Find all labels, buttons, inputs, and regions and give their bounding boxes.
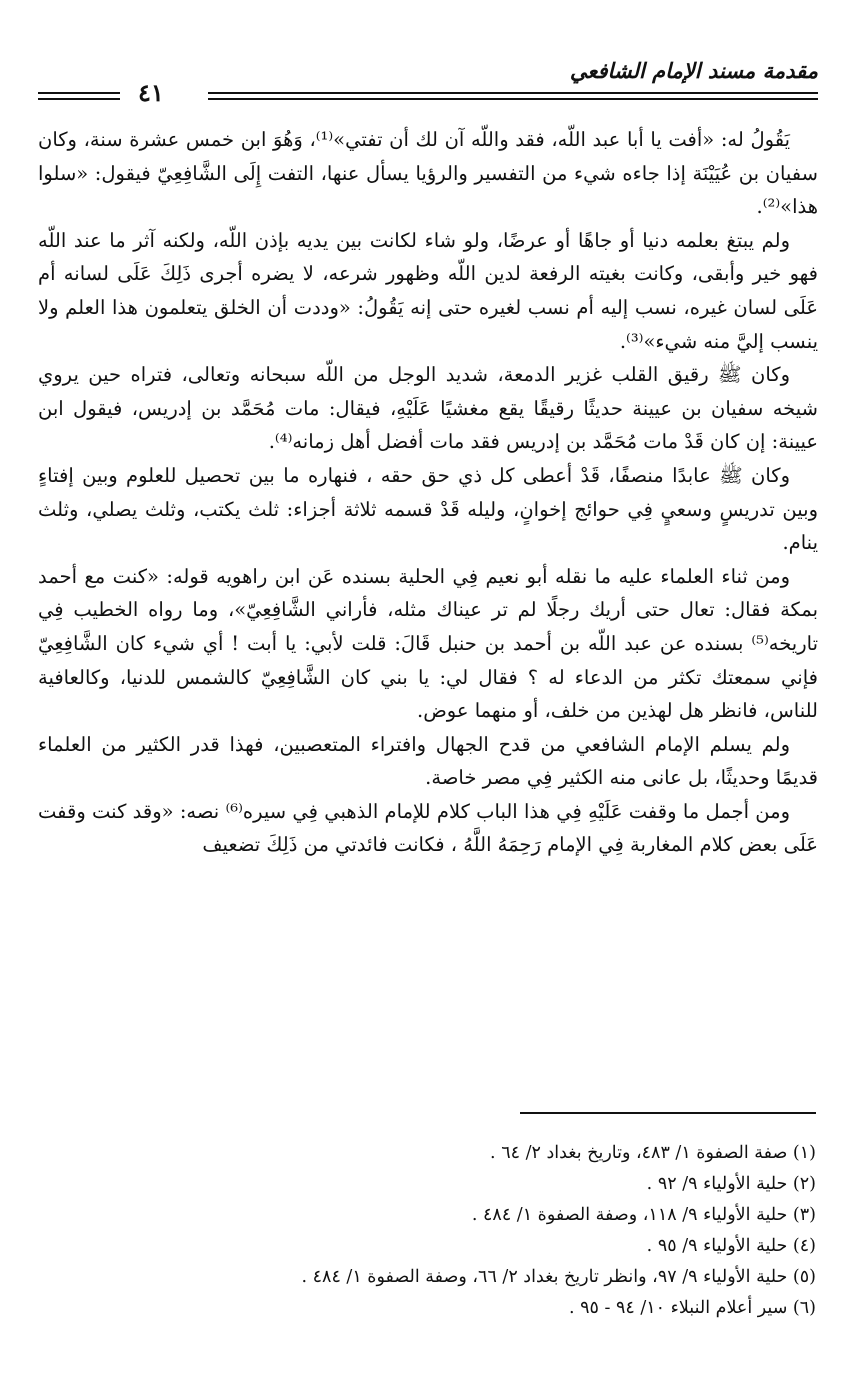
footnote: (٣) حلية الأولياء ٩/ ١١٨، وصفة الصفوة ١/ ٤٨٤ . <box>471 1205 816 1225</box>
paragraph: وكان ﷺ عابدًا منصفًا، قَدْ أعطى كل ذي حق حقه ، فنهاره ما بين تحصيل للعلوم وبين إفتاءٍ وبين تدريسٍ وسعيٍ فِي حوائج إخوانٍ، وليله قَدْ قسمه ثلاثة أجزاء: ثلث يكتب، وثلث يصلي، وثلث ينام. <box>38 463 818 555</box>
paragraph: يَقُولُ له: «أفت يا أبا عبد اللّه، فقد واللّه آن لك أن تفتي»⁽¹⁾، وَهُوَ ابن خمس عشرة سنة، وكان سفيان بن عُيَيْنَة إذا جاءه شيء من التفسير والرؤيا يسأل عنها، التفت إِلَى الشَّافِعِيّ فيقول: «سلوا هذا»⁽²⁾. <box>38 128 818 219</box>
paragraph: ومن أجمل ما وقفت عَلَيْهِ فِي هذا الباب كلام للإمام الذهبي فِي سيره⁽⁶⁾ نصه: «وقد كنت وقفت عَلَى بعض كلام المغاربة فِي الإمام رَحِمَهُ اللَّهُ ، فكانت فائدتي من ذَلِكَ تضعيف <box>38 799 818 857</box>
running-title: مقدمة مسند الإمام الشافعي <box>569 58 818 83</box>
footnote: (٢) حلية الأولياء ٩/ ٩٢ . <box>646 1174 816 1194</box>
page-header <box>38 58 818 106</box>
footnote: (٤) حلية الأولياء ٩/ ٩٥ . <box>646 1236 816 1256</box>
footnote: (٥) حلية الأولياء ٩/ ٩٧، وانظر تاريخ بغداد ٢/ ٦٦، وصفة الصفوة ١/ ٤٨٤ . <box>301 1267 816 1287</box>
paragraph: ولم يبتغ بعلمه دنيا أو جاهًا أو عرضًا، ولو شاء لكانت بين يديه بإذن اللّه، ولكنه آثر ما عند اللّه فهو خير وأبقى، وكانت بغيته الرفعة لدين اللّه وظهور شرعه، لا يضره أجرى ذَلِكَ عَلَى لسانه أم عَلَى لسان غيره، نسب إليه أم نسب لغيره حتى إنه يَقُولُ: «وددت أن الخلق يتعلمون هذا العلم ولا ينسب إليَّ منه شيء»⁽³⁾. <box>38 228 818 353</box>
footnotes <box>40 1138 816 1324</box>
paragraph: ولم يسلم الإمام الشافعي من قدح الجهال وافتراء المتعصبين، فهذا قدر الكثير من العلماء قديمًا وحديثًا، بل عانى منه الكثير فِي مصر خاصة. <box>38 732 818 790</box>
footnote-separator <box>520 1112 816 1114</box>
body-text <box>38 123 818 862</box>
header-rule <box>38 98 120 100</box>
page-number: ٤١ <box>138 78 164 107</box>
paragraph: وكان ﷺ رقيق القلب غزير الدمعة، شديد الوجل من اللّه سبحانه وتعالى، فتراه حين يروي شيخه سفيان بن عيينة حديثًا رقيقًا يقع مغشيًا عَلَيْهِ، فيقال: مات مُحَمَّد بن إدريس، فيقول ابن عيينة: إن كان قَدْ مات مُحَمَّد بن إدريس فقد مات أفضل أهل زمانه⁽⁴⁾. <box>38 363 818 454</box>
footnote: (١) صفة الصفوة ١/ ٤٨٣، وتاريخ بغداد ٢/ ٦٤ . <box>490 1143 816 1163</box>
footnote: (٦) سير أعلام النبلاء ١٠/ ٩٤ - ٩٥ . <box>568 1298 816 1318</box>
header-rule <box>208 92 818 94</box>
paragraph: ومن ثناء العلماء عليه ما نقله أبو نعيم فِي الحلية بسنده عَن ابن راهويه قوله: «كنت مع أحمد بمكة فقال: تعال حتى أريك رجلًا لم تر عيناك مثله، فأراني الشَّافِعِيّ»، وما رواه الخطيب فِي تاريخه⁽⁵⁾ بسنده عن عبد اللّه بن أحمد بن حنبل قَالَ: قلت لأبي: يا أبت ! أي شيء كان الشَّافِعِيّ فإني سمعتك تكثر من الدعاء له ؟ فقال لي: يا بني كان الشَّافِعِيّ كالشمس للدنيا، وكالعافية للناس، فانظر هل لهذين من خلف، أو منهما عوض. <box>38 564 818 723</box>
header-rule <box>208 98 818 100</box>
header-rule <box>38 92 120 94</box>
